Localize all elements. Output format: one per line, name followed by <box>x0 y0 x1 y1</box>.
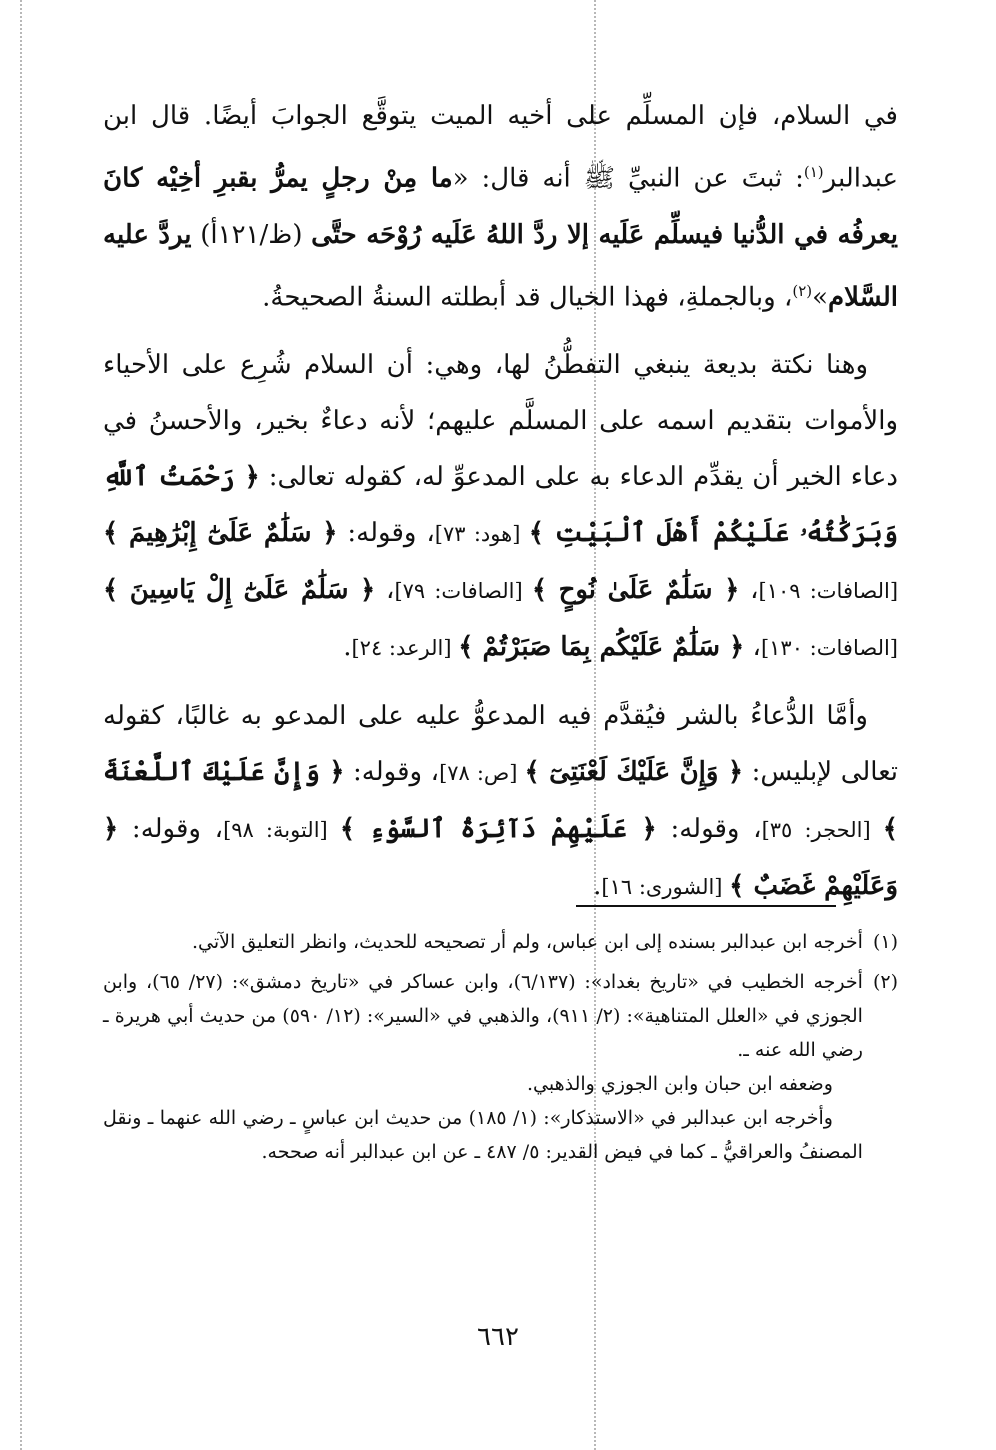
paragraph <box>103 688 898 915</box>
verse-reference: [الحجر: ٣٥] <box>761 818 883 843</box>
verse-reference: [الرعد: ٢٤] <box>351 636 459 661</box>
verse-reference: [هود: ٧٣] <box>434 522 529 547</box>
quran-verse: ﴿ رَحْمَتُ ٱللَّهِ وَبَرَكَٰتُهُۥ عَلَيْكُمْ أَهْلَ ٱلْبَيْتِ ﴾ <box>103 462 898 549</box>
footnote-line: أخرجه ابن عبدالبر بسنده إلى ابن عباس، ولم أر تصحيحه للحديث، وانظر التعليق الآتي. <box>192 931 863 953</box>
text-run: » <box>812 282 829 313</box>
text-run: ، <box>744 632 761 663</box>
footnote-line: أخرجه الخطيب في «تاريخ بغداد»: (٦/١٣٧)، وابن عساكر في «تاريخ دمشق»: (٢٧/ ٦٥)، وابن الجوزي في «العلل المتناهية»: (٢/ ٩١١)، والذهبي في «السير»: (١٢/ ٥٩٠) من حديث أبي هريرة ـ رضي الله عنه ـ. <box>103 971 863 1061</box>
quran-verse: ﴿ سَلَٰمٌ عَلَيْكُم بِمَا صَبَرْتُمْ ﴾ <box>458 632 745 663</box>
text-run: : ثبتَ عن النبيِّ ﷺ أنه قال: « <box>452 163 804 194</box>
hadith-text: ما مِنْ رجلٍ يمرُّ بقبرِ أخِيْه كانَ يعرفُه في الدُّنيا فيسلِّم عَلَيه إلا ردَّ اللهُ عَلَيه رُوْحَه حتَّى <box>103 163 899 250</box>
footnote <box>103 965 898 1169</box>
text-run: ، وقوله: <box>344 757 440 788</box>
footnote-marker: (١) <box>803 163 824 181</box>
footnote-marker: (٢) <box>792 281 813 300</box>
text-run: وأمَّا الدُّعاءُ بالشر فيُقدَّم فيه المدعوُّ عليه على المدعو به غالبًا، كقوله تعالى لإبليس: <box>103 701 898 788</box>
paragraph <box>103 337 898 676</box>
verse-reference: [الصافات: ١٠٩] <box>758 579 899 604</box>
footnotes <box>103 925 898 1175</box>
text-run: (ظ/١٢١أ) <box>191 219 312 250</box>
verse-reference: [الصافات: ١٣٠] <box>760 636 898 661</box>
verse-reference: [ص: ٧٨] <box>439 761 525 786</box>
verse-reference: [الشورى: ١٦] <box>601 875 730 900</box>
verse-reference: [الصافات: ٧٩] <box>394 579 532 604</box>
text-run: ، <box>739 575 759 606</box>
quran-verse: ﴿ سَلَٰمٌ عَلَىٰ نُوحٍ ﴾ <box>531 575 740 606</box>
footnote <box>103 925 898 959</box>
verse-reference: [التوبة: ٩٨] <box>223 818 340 843</box>
footnote-number: (٢) <box>872 971 898 993</box>
text-run: . <box>593 871 602 902</box>
quran-verse: ﴿ سَلَٰمٌ عَلَىٰٓ إِبْرَٰهِيمَ ﴾ <box>103 518 338 549</box>
footnote-number: (١) <box>872 931 898 953</box>
text-run: ، <box>375 575 395 606</box>
footnote-line: وأخرجه ابن عبدالبر في «الاستذكار»: (١/ ١٨٥) من حديث ابن عباسٍ ـ رضي الله عنهما ـ ونقل المصنفُ والعراقيُّ ـ كما في فيض القدير: ٥/ ٤٨٧ ـ عن ابن عبدالبر أنه صححه. <box>103 1107 863 1163</box>
main-text <box>103 88 898 915</box>
quran-verse: ﴿ وَإِنَّ عَلَيْكَ ٱللَّعْنَةَ ﴾ <box>103 757 898 845</box>
quran-verse: ﴿ عَلَيْهِمْ دَآئِرَةُ ٱلسَّوْءِ ﴾ <box>339 814 657 845</box>
footnote-text <box>192 925 863 959</box>
footnote-line: وضعفه ابن حبان وابن الجوزي والذهبي. <box>526 1073 833 1095</box>
text-run: وهنا نكتة بديعة ينبغي التفطُّنُ لها، وهي: أن السلام شُرِع على الأحياء والأموات بتقديم اسمه على المسلَّم عليهم؛ لأنه دعاءٌ بخير، والأحسنُ في دعاء الخير أن يقدِّم الدعاء به على المدعوِّ له، كقوله تعالى: <box>103 350 898 493</box>
text-run: في السلام، فإن المسلِّم على أخيه الميت يتوقَّع الجوابَ أيضًا. قال ابن عبدالبر <box>103 101 898 194</box>
footnote-separator <box>576 905 836 907</box>
hadith-text: يردَّ عليه السَّلام <box>103 219 898 313</box>
text-run: ، وبالجملةِ، فهذا الخيال قد أبطلته السنةُ الصحيحةُ. <box>262 282 793 313</box>
text-run: ، وقوله: <box>656 814 762 845</box>
quran-verse: ﴿ سَلَٰمٌ عَلَىٰٓ إِلْ يَاسِينَ ﴾ <box>103 575 376 606</box>
text-run: . <box>343 632 352 663</box>
text-run: ، وقوله: <box>118 814 224 845</box>
paragraph <box>103 88 898 325</box>
left-dotted-margin <box>20 0 22 1450</box>
footnote-text <box>103 965 863 1169</box>
page-number: ٦٦٢ <box>477 1322 519 1352</box>
quran-verse: ﴿ وَإِنَّ عَلَيْكَ لَعْنَتِىٓ ﴾ <box>524 757 744 788</box>
quran-verse: ﴿ وَعَلَيْهِمْ غَضَبٌ ﴾ <box>103 814 898 902</box>
text-run: ، وقوله: <box>337 518 435 549</box>
